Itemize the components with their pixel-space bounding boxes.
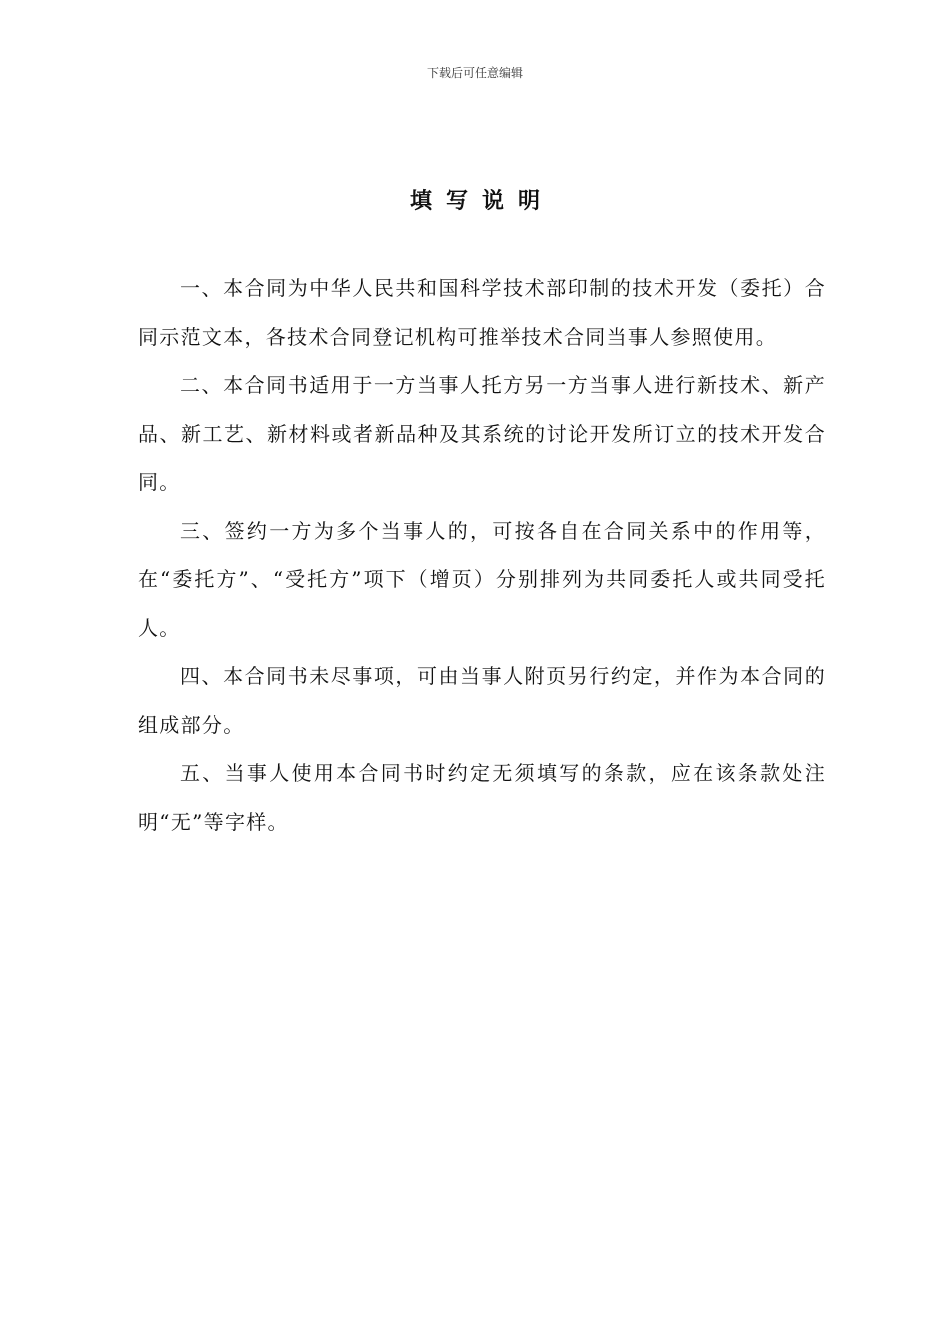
instruction-paragraph-3: 三、签约一方为多个当事人的，可按各自在合同关系中的作用等，在“委托方”、“受托方”项下（增页）分别排列为共同委托人或共同受托人。 <box>138 518 826 640</box>
document-title: 填写说明 <box>409 188 554 214</box>
instruction-paragraph-2: 二、本合同书适用于一方当事人托方另一方当事人进行新技术、新产品、新工艺、新材料或者新品种及其系统的讨论开发所订立的技术开发合同。 <box>138 373 826 494</box>
instructions-body <box>138 264 826 846</box>
instruction-paragraph-4: 四、本合同书未尽事项，可由当事人附页另行约定，并作为本合同的组成部分。 <box>138 664 826 737</box>
page-header-note: 下载后可任意编辑 <box>426 66 523 80</box>
instruction-paragraph-1: 一、本合同为中华人民共和国科学技术部印制的技术开发（委托）合同示范文本，各技术合同登记机构可推举技术合同当事人参照使用。 <box>138 276 826 349</box>
instruction-paragraph-5: 五、当事人使用本合同书时约定无须填写的条款，应在该条款处注明“无”等字样。 <box>138 761 826 834</box>
